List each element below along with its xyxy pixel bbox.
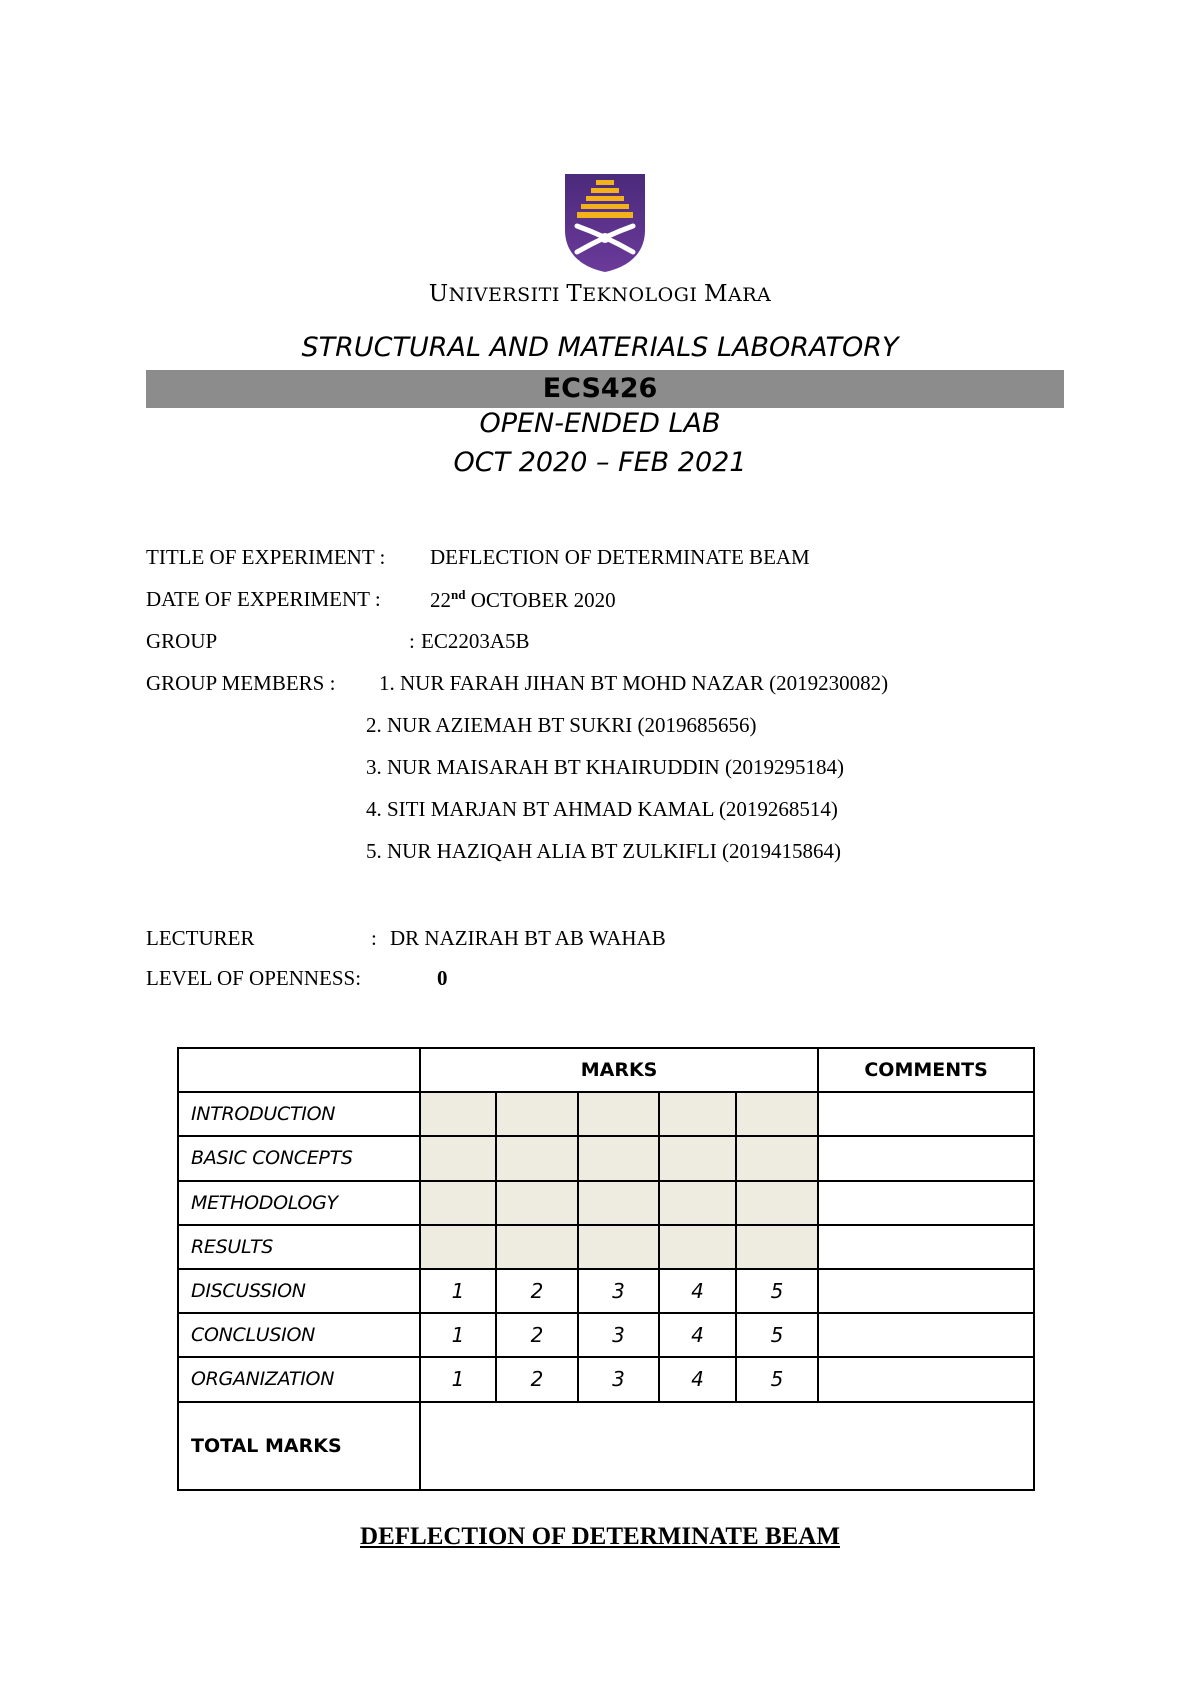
mark-cell[interactable]: 2 [496, 1269, 578, 1313]
comment-cell[interactable] [818, 1181, 1034, 1225]
openness-label: LEVEL OF OPENNESS: [146, 966, 362, 990]
mark-cell[interactable]: 4 [659, 1313, 736, 1357]
mark-cell[interactable]: 1 [420, 1357, 496, 1401]
mark-cell[interactable]: 3 [578, 1269, 659, 1313]
table-row [178, 1136, 1034, 1180]
table-row [178, 1181, 1034, 1225]
table-row [178, 1092, 1034, 1136]
table-row [178, 1313, 1034, 1357]
comment-cell[interactable] [818, 1225, 1034, 1269]
table-row [178, 1357, 1034, 1401]
member-item: 3. NUR MAISARAH BT KHAIRUDDIN (2019295184) [366, 755, 844, 779]
section-heading: DEFLECTION OF DETERMINATE BEAM [360, 1523, 840, 1550]
total-marks-cell[interactable] [420, 1402, 1034, 1491]
group-separator: : [409, 629, 415, 653]
group-value: EC2203A5B [421, 629, 530, 653]
total-marks-label: TOTAL MARKS [178, 1402, 420, 1491]
mark-cell[interactable]: 5 [736, 1357, 818, 1401]
mark-cell[interactable] [659, 1136, 736, 1180]
mark-cell[interactable] [578, 1136, 659, 1180]
mark-cell[interactable] [736, 1136, 818, 1180]
mark-cell[interactable]: 2 [496, 1357, 578, 1401]
lecturer-value: DR NAZIRAH BT AB WAHAB [390, 926, 666, 950]
mark-cell[interactable] [420, 1092, 496, 1136]
date-value: 22nd OCTOBER 2020 [430, 587, 616, 612]
member-item: 5. NUR HAZIQAH ALIA BT ZULKIFLI (2019415864) [366, 839, 841, 863]
comment-cell[interactable] [818, 1092, 1034, 1136]
table-row [178, 1225, 1034, 1269]
mark-cell[interactable] [496, 1092, 578, 1136]
comment-cell[interactable] [818, 1269, 1034, 1313]
title-label: TITLE OF EXPERIMENT : [146, 545, 386, 569]
mark-cell[interactable] [420, 1181, 496, 1225]
blank-header-cell [178, 1048, 420, 1092]
mark-cell[interactable] [496, 1136, 578, 1180]
marks-header: MARKS [420, 1048, 818, 1092]
mark-cell[interactable]: 3 [578, 1357, 659, 1401]
member-item: 2. NUR AZIEMAH BT SUKRI (2019685656) [366, 713, 757, 737]
uitm-crest-icon [563, 172, 647, 274]
criterion-label: RESULTS [178, 1225, 420, 1269]
comments-header: COMMENTS [818, 1048, 1034, 1092]
mark-cell[interactable] [736, 1181, 818, 1225]
lab-type: OPEN-ENDED LAB [479, 408, 721, 439]
university-name: UNIVERSITI TEKNOLOGI MARA [428, 281, 772, 307]
member-item: 4. SITI MARJAN BT AHMAD KAMAL (2019268514) [366, 797, 838, 821]
mark-cell[interactable] [578, 1092, 659, 1136]
mark-cell[interactable]: 2 [496, 1313, 578, 1357]
mark-cell[interactable] [736, 1092, 818, 1136]
member-item: 1. NUR FARAH JIHAN BT MOHD NAZAR (2019230082) [379, 671, 889, 695]
mark-cell[interactable] [496, 1225, 578, 1269]
total-row [178, 1402, 1034, 1491]
date-label: DATE OF EXPERIMENT : [146, 587, 381, 611]
comment-cell[interactable] [818, 1357, 1034, 1401]
table-header-row [178, 1048, 1034, 1092]
mark-cell[interactable]: 1 [420, 1313, 496, 1357]
members-label: GROUP MEMBERS : [146, 671, 336, 695]
mark-cell[interactable] [578, 1181, 659, 1225]
mark-cell[interactable]: 3 [578, 1313, 659, 1357]
lab-title: STRUCTURAL AND MATERIALS LABORATORY [301, 332, 899, 363]
table-row [178, 1269, 1034, 1313]
criterion-label: CONCLUSION [178, 1313, 420, 1357]
lecturer-label: LECTURER [146, 926, 255, 950]
mark-cell[interactable]: 1 [420, 1269, 496, 1313]
title-value: DEFLECTION OF DETERMINATE BEAM [430, 545, 810, 569]
mark-cell[interactable] [659, 1181, 736, 1225]
mark-cell[interactable]: 4 [659, 1269, 736, 1313]
comment-cell[interactable] [818, 1136, 1034, 1180]
mark-cell[interactable] [736, 1225, 818, 1269]
mark-cell[interactable] [496, 1181, 578, 1225]
openness-value: 0 [437, 966, 448, 990]
criterion-label: BASIC CONCEPTS [178, 1136, 420, 1180]
mark-cell[interactable]: 5 [736, 1313, 818, 1357]
marks-table [177, 1047, 1035, 1491]
semester: OCT 2020 – FEB 2021 [453, 447, 747, 478]
mark-cell[interactable]: 4 [659, 1357, 736, 1401]
mark-cell[interactable]: 5 [736, 1269, 818, 1313]
criterion-label: INTRODUCTION [178, 1092, 420, 1136]
mark-cell[interactable] [659, 1225, 736, 1269]
mark-cell[interactable] [659, 1092, 736, 1136]
mark-cell[interactable] [578, 1225, 659, 1269]
comment-cell[interactable] [818, 1313, 1034, 1357]
mark-cell[interactable] [420, 1225, 496, 1269]
mark-cell[interactable] [420, 1136, 496, 1180]
lecturer-separator: : [371, 926, 377, 950]
course-code: ECS426 [542, 373, 658, 404]
criterion-label: ORGANIZATION [178, 1357, 420, 1401]
criterion-label: DISCUSSION [178, 1269, 420, 1313]
group-label: GROUP [146, 629, 218, 653]
criterion-label: METHODOLOGY [178, 1181, 420, 1225]
